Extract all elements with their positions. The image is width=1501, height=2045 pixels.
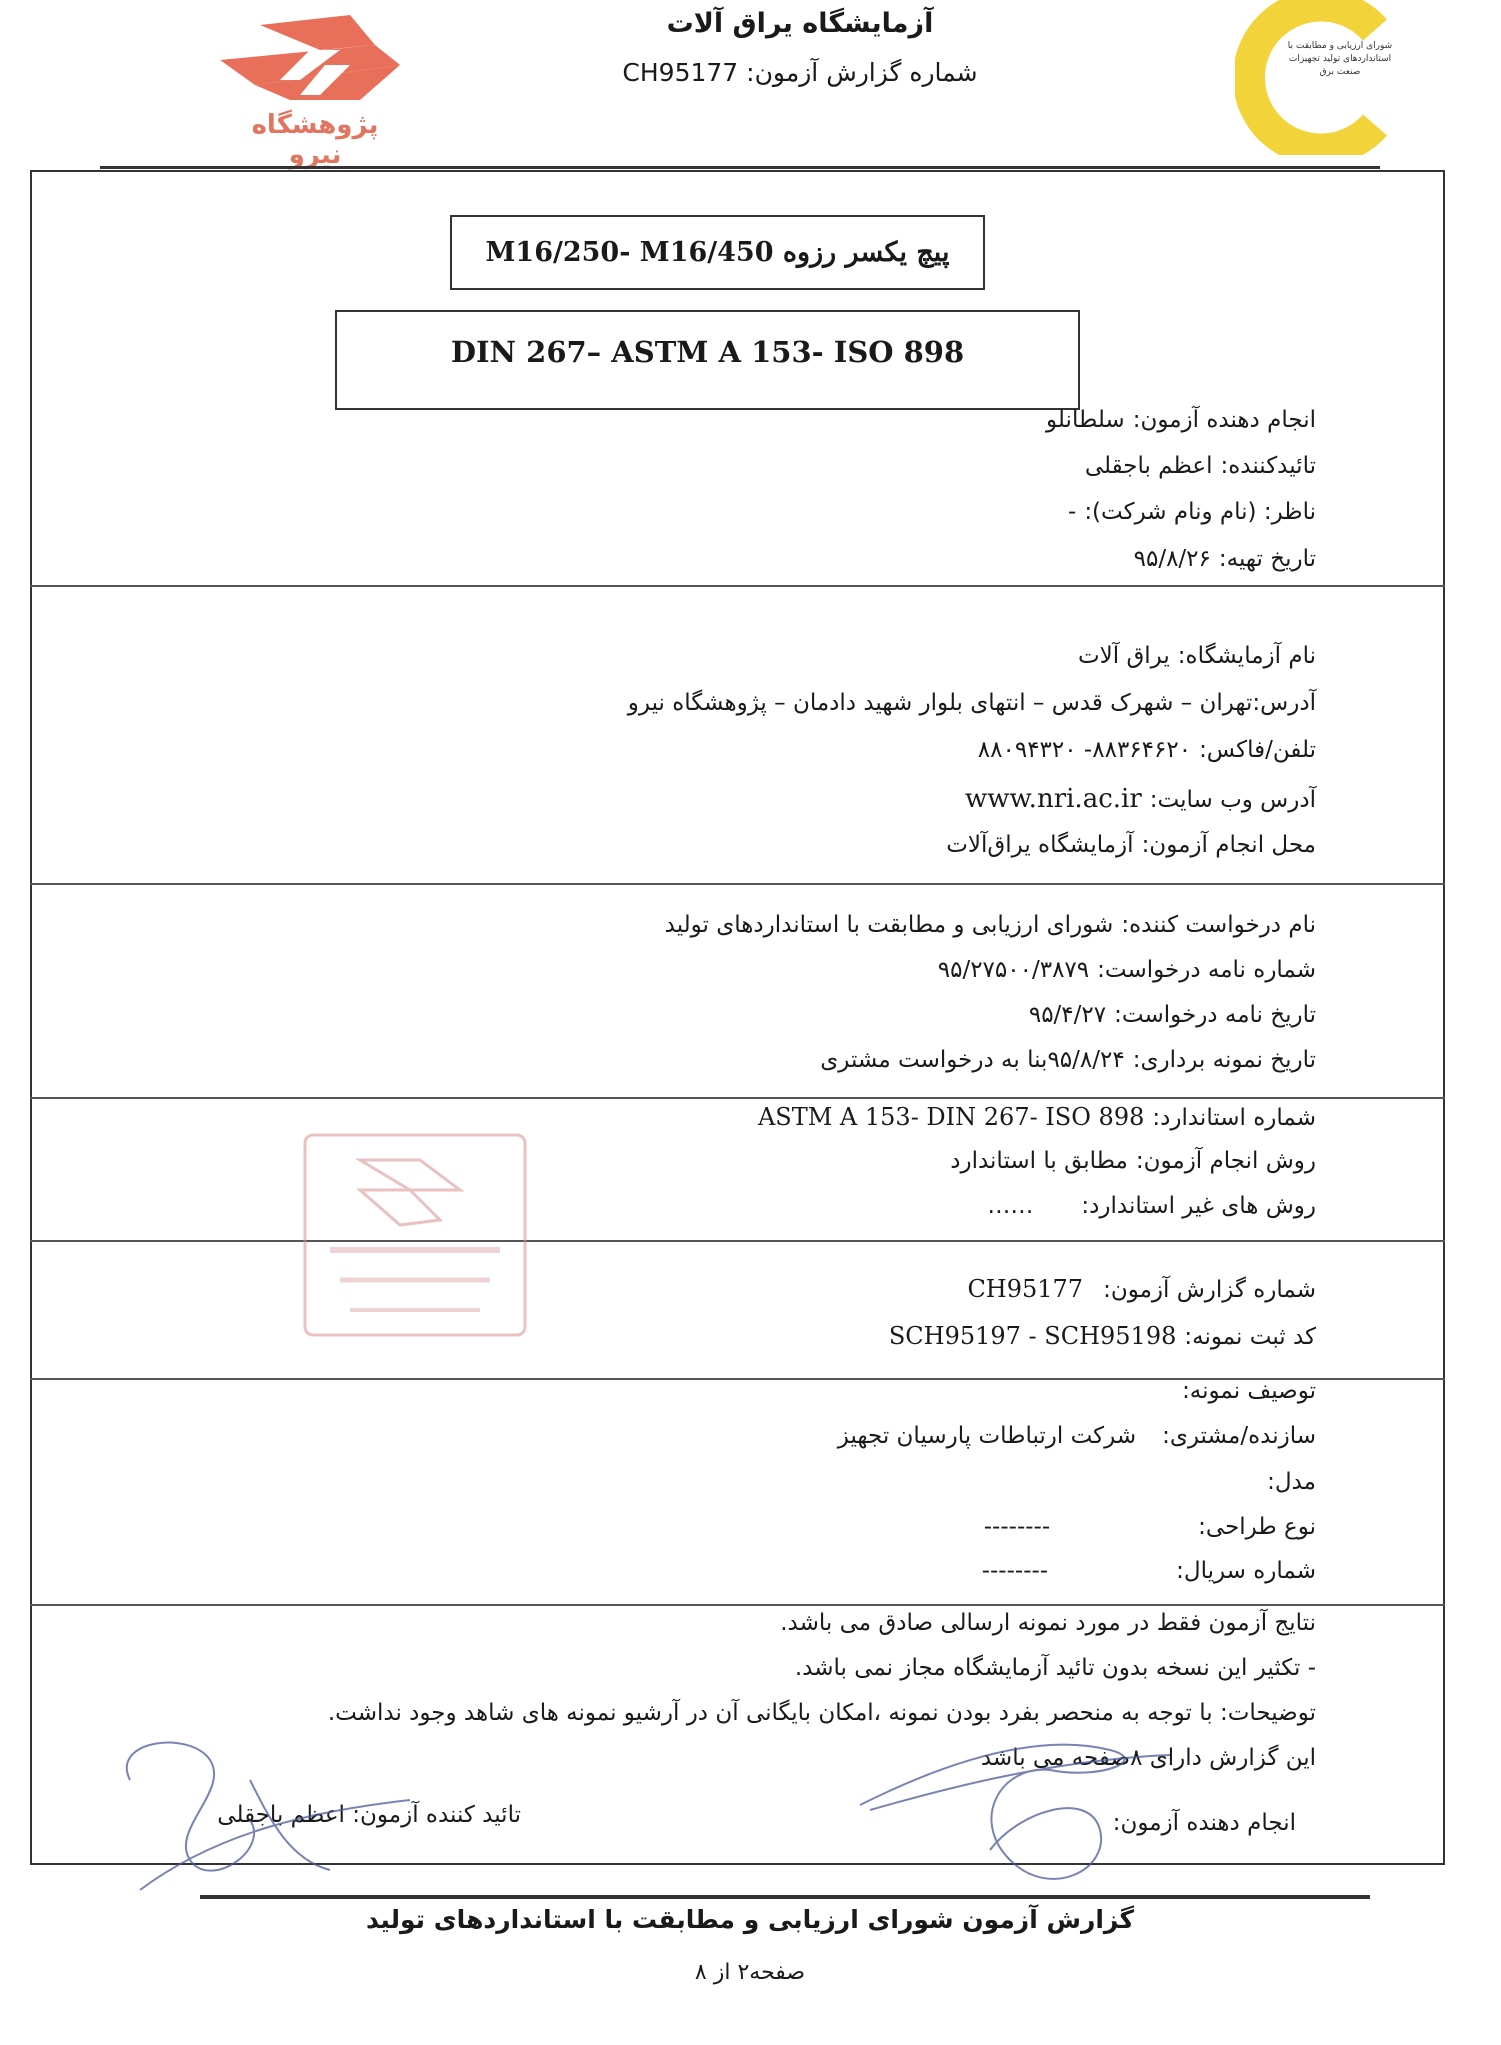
model-label: مدل: (1267, 1469, 1316, 1495)
lab-name-value: یراق آلات (1077, 643, 1170, 669)
sampling-date-row (820, 1047, 1316, 1073)
nonstandard-value: …… (987, 1193, 1034, 1219)
sample-code-value: SCH95197 - SCH95198 (888, 1322, 1177, 1350)
nonstandard-label: روش های غیر استاندارد: (1081, 1193, 1316, 1219)
design-value: -------- (983, 1514, 1051, 1540)
sampling-date-value: ۹۵/۸/۲۴بنا به درخواست مشتری (820, 1047, 1125, 1073)
lab-name-label: نام آزمایشگاه: (1177, 643, 1316, 669)
lab-name-row (1078, 643, 1316, 669)
report-number-value: CH95177 (967, 1275, 1084, 1303)
serial-value: -------- (981, 1558, 1049, 1584)
requester-value: شورای ارزیابی و مطابقت با استانداردهای تولید (664, 912, 1114, 938)
sampling-date-label: تاریخ نمونه برداری: (1132, 1047, 1316, 1073)
website-row (965, 784, 1316, 814)
design-label: نوع طراحی: (1198, 1514, 1316, 1540)
standard-number-row (758, 1103, 1316, 1131)
section-divider (30, 1097, 1445, 1099)
footer-rule (200, 1895, 1370, 1899)
supervisor-label: ناظر: (نام ونام شرکت): (1084, 499, 1316, 525)
method-label: روش انجام آزمون: (1135, 1148, 1316, 1174)
letter-date-value: ۹۵/۴/۲۷ (1028, 1002, 1107, 1028)
date-label: تاریخ تهیه: (1218, 546, 1316, 572)
note-1 (780, 1610, 1316, 1636)
model-row (1267, 1469, 1316, 1495)
standard-number-label: شماره استاندارد: (1152, 1105, 1316, 1131)
date-value: ۹۵/۸/۲۶ (1133, 546, 1211, 572)
website-label: آدرس وب سایت: (1149, 787, 1316, 813)
approver-value: اعظم باجقلی (1084, 453, 1213, 479)
approver-signature-label: تائید کننده آزمون: اعظم باجقلی (217, 1802, 521, 1828)
standard-number-value: ASTM A 153- DIN 267- ISO 898 (757, 1103, 1145, 1131)
method-value: مطابق با استاندارد (950, 1148, 1128, 1174)
note-2 (795, 1655, 1316, 1681)
note-4-text: این گزارش دارای ۸صفحه می باشد (980, 1745, 1316, 1771)
performer-row (1046, 407, 1316, 433)
approver-row (1085, 453, 1316, 479)
description-label: توصیف نمونه: (1182, 1378, 1316, 1404)
nonstandard-row (987, 1193, 1316, 1219)
supervisor-row (1068, 499, 1316, 525)
performer-value: سلطانلو (1046, 407, 1125, 433)
design-row (984, 1514, 1316, 1540)
council-logo-text: شورای ارزیابی و مطابقت با استانداردهای تولید تجهیزات صنعت برق (1287, 41, 1393, 77)
approver-signature (100, 1720, 420, 1900)
lab-stamp (300, 1130, 530, 1340)
letter-date-row (1029, 1002, 1316, 1028)
requester-label: نام درخواست کننده: (1121, 912, 1316, 938)
location-label: محل انجام آزمون: (1141, 832, 1316, 858)
maker-label: سازنده/مشتری: (1162, 1423, 1316, 1449)
standards-title: DIN 267– ASTM A 153- ISO 898 (335, 310, 1080, 410)
header-report-number: شماره گزارش آزمون: CH95177 (622, 58, 978, 87)
phone-label: تلفن/فاکس: (1199, 737, 1316, 763)
location-value: آزمایشگاه یراق‌آلات (946, 832, 1134, 858)
report-number-row (967, 1275, 1316, 1303)
requester-row (665, 912, 1316, 938)
supervisor-value: - (1068, 499, 1077, 525)
sample-code-row (889, 1322, 1316, 1350)
serial-row (982, 1558, 1316, 1584)
serial-label: شماره سریال: (1176, 1558, 1316, 1584)
note-2-text: - تکثیر این نسخه بدون تائید آزمایشگاه مجاز نمی باشد. (794, 1655, 1316, 1681)
phone-row (978, 737, 1316, 763)
letter-number-label: شماره نامه درخواست: (1097, 957, 1316, 983)
maker-value: شرکت ارتباطات پارسیان تجهیز (837, 1423, 1137, 1449)
letter-date-label: تاریخ نامه درخواست: (1114, 1002, 1316, 1028)
section-divider (30, 883, 1445, 885)
performer-signature-label: انجام دهنده آزمون: (1112, 1810, 1296, 1836)
phone-value: ۸۸۳۶۴۶۲۰- ۸۸۰۹۴۳۲۰ (977, 737, 1192, 763)
nri-logo-text: پژوهشگاه نیرو (251, 110, 379, 170)
letter-number-row (938, 957, 1316, 983)
performer-signature (850, 1710, 1180, 1910)
section-divider (30, 1604, 1445, 1606)
note-3-text: توضیحات: با توجه به منحصر بفرد بودن نمونه ،امکان بایگانی آن در آرشیو نمونه های شاهد وجود نداشت. (327, 1700, 1316, 1726)
page-number: صفحه۲ از ۸ (694, 1960, 806, 1985)
report-number-label: شماره گزارش آزمون: (1103, 1277, 1316, 1303)
maker-row (838, 1423, 1316, 1449)
product-title: پیچ یکسر رزوه M16/250- M16/450 (450, 215, 985, 290)
website-value: www.nri.ac.ir (965, 784, 1142, 814)
performer-label: انجام دهنده آزمون: (1132, 407, 1316, 433)
lab-title: آزمایشگاه یراق آلات (666, 8, 934, 39)
method-row (950, 1148, 1316, 1174)
address-row (628, 690, 1316, 716)
header-rule (100, 166, 1380, 169)
description-row (1182, 1378, 1316, 1404)
location-row (946, 832, 1316, 858)
footer-title: گزارش آزمون شورای ارزیابی و مطابقت با استانداردهای تولید (365, 1905, 1135, 1934)
sample-code-label: کد ثبت نمونه: (1184, 1324, 1316, 1350)
note-1-text: نتایج آزمون فقط در مورد نمونه ارسالی صادق می باشد. (780, 1610, 1316, 1636)
section-divider (30, 585, 1445, 587)
date-row (1134, 546, 1316, 572)
address-text: آدرس:تهران – شهرک قدس – انتهای بلوار شهید دادمان – پژوهشگاه نیرو (627, 690, 1316, 716)
section-divider (30, 1240, 1445, 1242)
approver-label: تائیدکننده: (1220, 453, 1316, 479)
letter-number-value: ۹۵/۲۷۵۰۰/۳۸۷۹ (937, 957, 1090, 983)
